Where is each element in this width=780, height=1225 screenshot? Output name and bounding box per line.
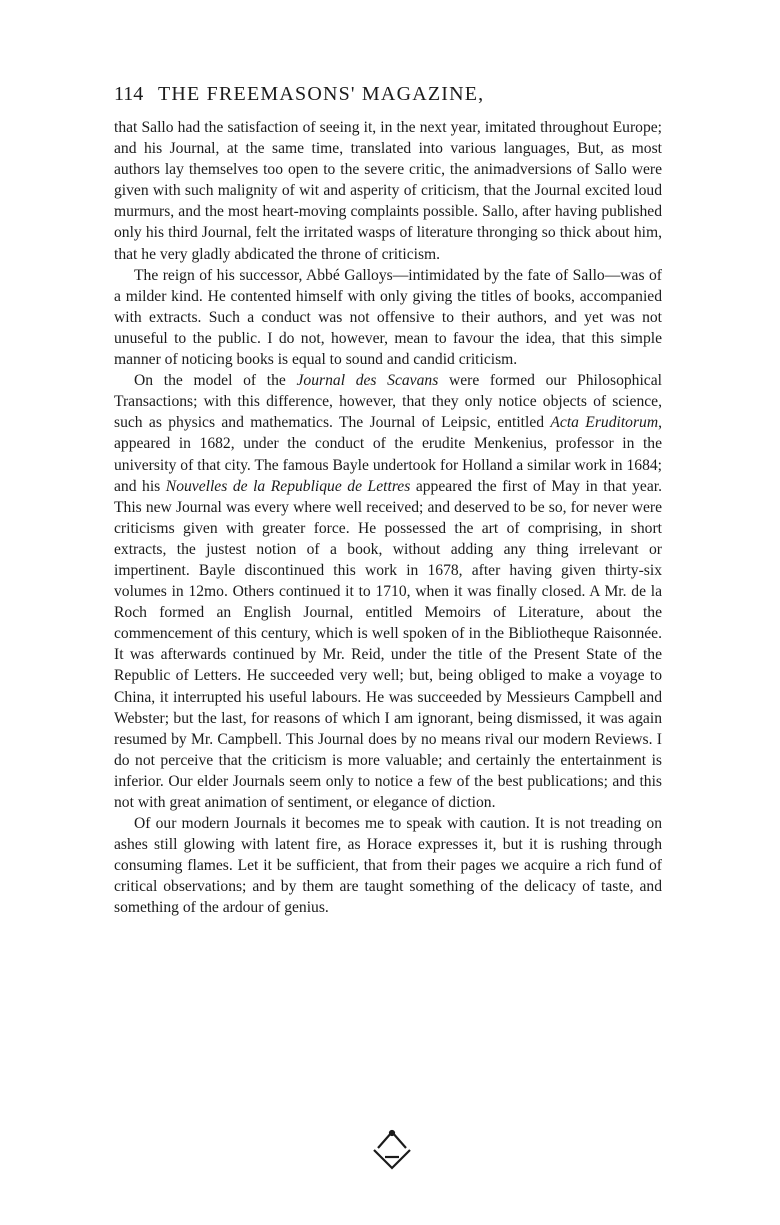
paragraph-2: The reign of his successor, Abbé Galloys—intimidated by the fate of Sallo—was of a milder kind. He contented himself with only giving the titles of books, accompanied with extracts. Such a conduct was not offensive to their authors, and yet was not unuseful to the public. I do not, however, mean to favour the idea, that this simple manner of noticing books is equal to sound and candid criticism. [114, 266, 662, 369]
paragraph-3-part-d: appeared the first of May in that year. This new Journal was every where well received; and deserved to be so, for never were criticisms given with greater force. He possessed the art of comprising, in short extracts, the justest notion of a book, without adding any thing irrelevant or impertinent. Bayle discontinued this work in 1678, after having given thirty-six volumes in 12mo. Others continued it to 1710, when it was finally closed. A Mr. de la Roch formed an English Journal, entitled Memoirs of Literature, about the commencement of this century, which is well spoken of in the Bibliotheque Raisonnée. It was afterwards continued by Mr. Reid, under the title of the Present State of the Republic of Letters. He succeeded very well; but, being obliged to make a voyage to China, it interrupted his useful labours. He was succeeded by Messieurs Campbell and Webster; but the last, for reasons of which I am ignorant, being dismissed, it was again resumed by Mr. Campbell. This Journal does by no means rival our modern Reviews. I do not perceive that the criticism is more valuable; and certainly the entertainment is inferior. Our elder Journals seem only to notice a few of the best publications; and this not with great animation of sentiment, or elegance of diction. [114, 477, 662, 811]
journal-title-scavans: Journal des Scavans [296, 372, 439, 390]
article-body [114, 117, 662, 919]
paragraph-3 [114, 370, 662, 813]
paragraph-3-part-b: were formed our Philosophical Transactions; with this difference, however, that they only notice objects of science, such as physics and mathematics. The Journal of Leipsic, entitled [114, 372, 662, 432]
paragraph-3-part-a: On the model of the [134, 372, 297, 390]
page-number: 114 [114, 83, 144, 105]
paragraph-4: Of our modern Journals it becomes me to speak with caution. It is not treading on ashes still glowing with latent fire, as Horace expresses it, but it is rushing through consuming flames. Let it be sufficient, that from their pages we acquire a rich fund of critical observations; and by them are taught something of the delicacy of taste, and something of the ardour of genius. [114, 815, 662, 917]
paragraph-3-part-c: , appeared in 1682, under the conduct of the erudite Menkenius, professor in the university of that city. The famous Bayle undertook for Holland a similar work in 1684; and his [114, 414, 662, 495]
paragraph-1: that Sallo had the satisfaction of seeing it, in the next year, imitated throughout Europe; and his Journal, at the same time, translated into various languages, But, as most authors lay themselves too open to the severe critic, the animadversions of Sallo were given with such malignity of wit and asperity of criticism, that the Journal excited loud murmurs, and the most heart-moving complaints possible. Sallo, after having published only his third Journal, felt the irritated wasps of literature thronging so thick about him, that he very gladly abdicated the throne of criticism. [114, 119, 662, 263]
running-title: THE FREEMASONS' MAGAZINE, [158, 83, 485, 105]
journal-title-acta: Acta Eruditorum [550, 414, 659, 432]
square-and-compasses-icon [370, 1128, 414, 1174]
journal-title-nouvelles: Nouvelles de la Republique de Lettres [165, 477, 411, 495]
